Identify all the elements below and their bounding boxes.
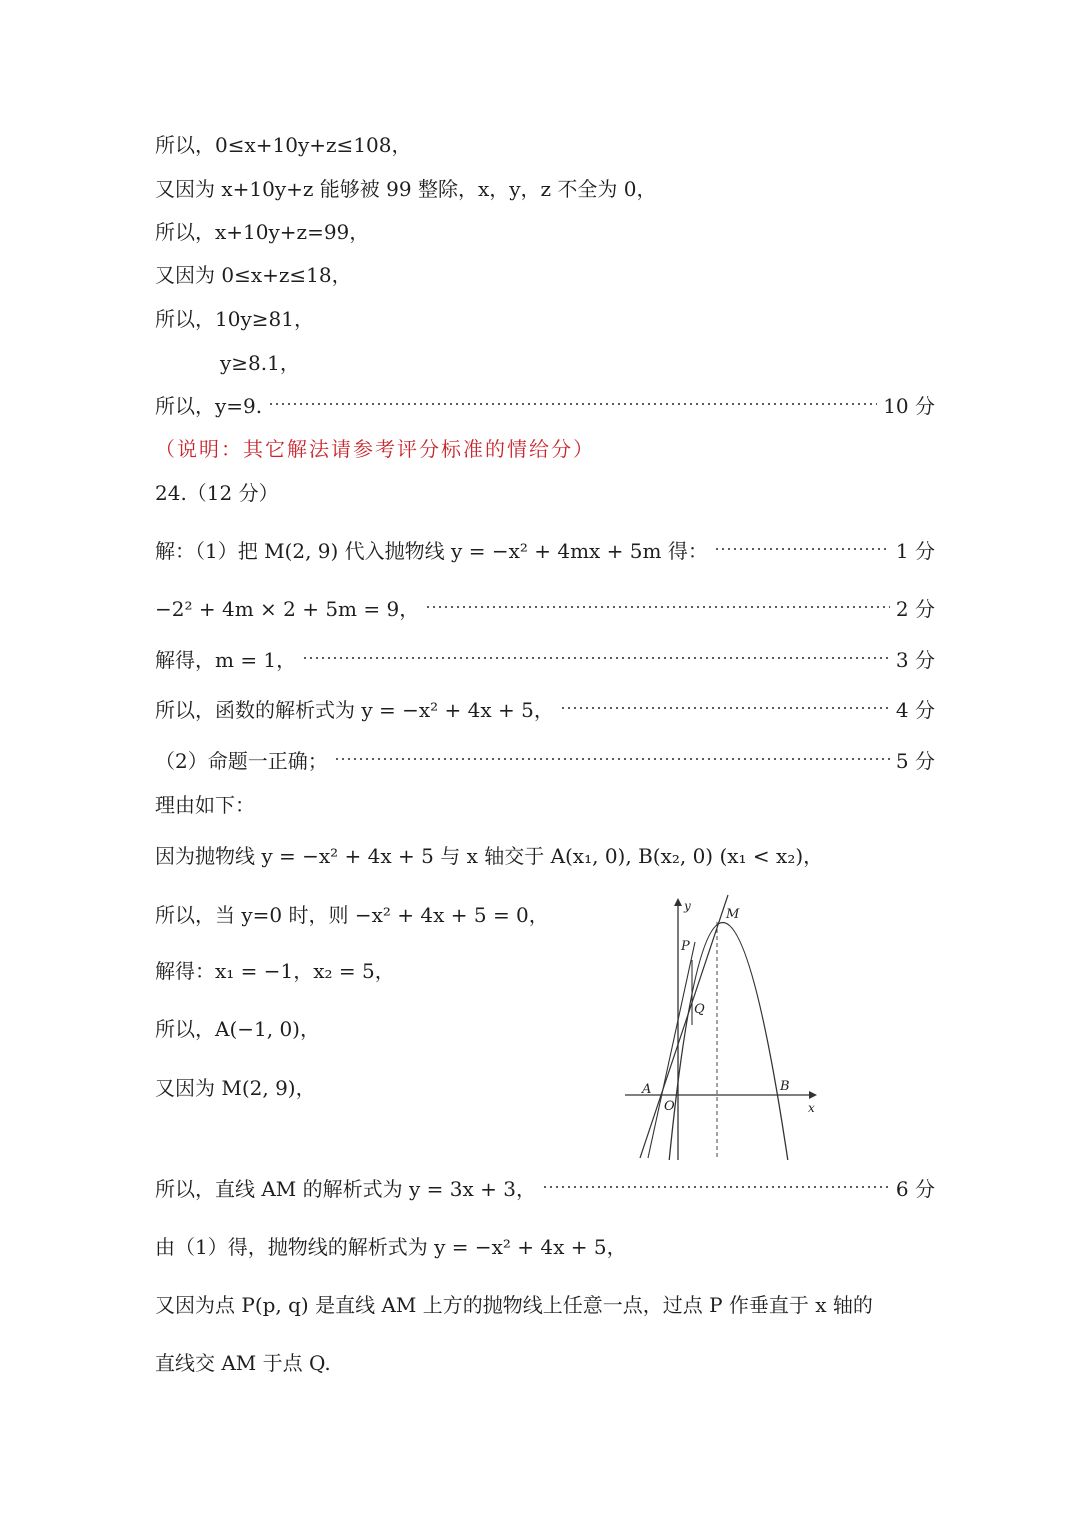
score-label: 1 分 [895, 538, 935, 563]
score-label: 2 分 [895, 596, 935, 621]
text-line: y≥8.1， [220, 350, 300, 375]
scored-line: 解得，m = 1， 3 分 [155, 641, 935, 675]
text-line: 又因为 M(2, 9)， [155, 1075, 316, 1100]
text-line: 因为抛物线 y = −x² + 4x + 5 与 x 轴交于 A(x₁, 0), B(x₂, 0) (x₁ < x₂)， [155, 843, 824, 868]
question-heading: 24.（12 分） [155, 480, 279, 505]
dot-leader [268, 403, 877, 405]
point-m-label: M [726, 907, 740, 922]
score-label: 3 分 [895, 647, 935, 672]
x-axis-arrow [809, 1091, 817, 1099]
text-line: 所以，x+10y+z=99， [155, 219, 370, 244]
scored-line: 所以，直线 AM 的解析式为 y = 3x + 3， 6 分 [155, 1170, 935, 1204]
dot-leader [425, 606, 890, 608]
text-line: 解得：x₁ = −1，x₂ = 5， [155, 958, 395, 983]
text-line: 又因为点 P(p, q) 是直线 AM 上方的抛物线上任意一点，过点 P 作垂直于 x 轴的 [155, 1292, 873, 1317]
scored-line: 所以，函数的解析式为 y = −x² + 4x + 5， 4 分 [155, 691, 935, 725]
text-line: 理由如下： [155, 792, 255, 817]
point-a-label: A [642, 1082, 652, 1097]
text-line: 直线交 AM 于点 Q. [155, 1350, 331, 1375]
line-am [640, 895, 728, 1158]
score-label: 5 分 [895, 748, 935, 773]
dot-leader [334, 758, 890, 760]
origin-label: O [664, 1099, 675, 1114]
scored-line: 解：（1）把 M(2, 9) 代入抛物线 y = −x² + 4mx + 5m 得： 1 分 [155, 532, 935, 566]
point-p-label: P [681, 939, 690, 954]
text-line: 又因为 0≤x+z≤18， [155, 262, 352, 287]
x-axis-label: x [808, 1101, 815, 1115]
parabola-figure [620, 890, 820, 1165]
scored-line: 所以，y=9. 10 分 [155, 387, 935, 421]
line-ap [648, 942, 695, 1158]
scored-line: −2² + 4m × 2 + 5m = 9， 2 分 [155, 590, 935, 624]
score-label: 10 分 [883, 393, 935, 418]
scored-line: （2）命题一正确； 5 分 [155, 742, 935, 776]
text-line: 所以，当 y=0 时，则 −x² + 4x + 5 = 0， [155, 902, 549, 927]
parabola-curve [669, 923, 788, 1161]
dot-leader [542, 1186, 890, 1188]
dot-leader [714, 548, 890, 550]
point-q-label: Q [694, 1002, 705, 1017]
text-line: 又因为 x+10y+z 能够被 99 整除，x，y，z 不全为 0， [155, 176, 657, 201]
y-axis-label: y [684, 899, 691, 913]
dot-leader [302, 657, 890, 659]
text-line: 所以，A(−1, 0)， [155, 1016, 320, 1041]
text-line: 所以，10y≥81， [155, 306, 314, 331]
dot-leader [560, 707, 890, 709]
text-line: 由（1）得，抛物线的解析式为 y = −x² + 4x + 5， [155, 1234, 627, 1259]
score-label: 6 分 [895, 1176, 935, 1201]
text-line: 所以，0≤x+10y+z≤108， [155, 132, 412, 157]
grading-note: （说明：其它解法请参考评分标准的情给分） [155, 436, 595, 461]
point-b-label: B [780, 1079, 790, 1094]
score-label: 4 分 [895, 697, 935, 722]
y-axis-arrow [674, 898, 682, 906]
